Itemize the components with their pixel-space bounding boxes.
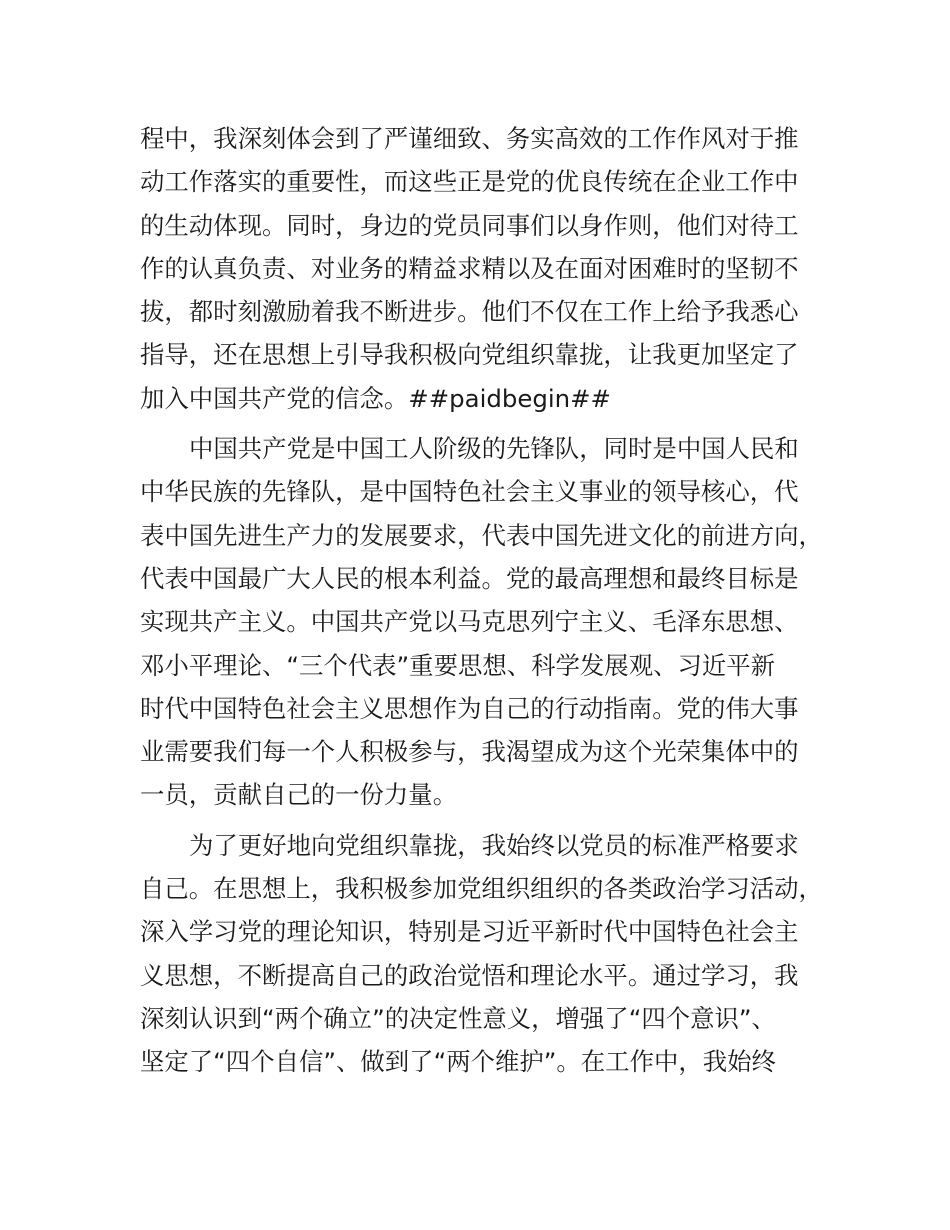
text-line: 一员，贡献自己的一份力量。	[140, 780, 458, 810]
text-line: 义思想，不断提高自己的政治觉悟和理论水平。通过学习，我	[140, 960, 799, 990]
paragraph-2	[140, 427, 840, 817]
text-line: 的生动体现。同时，身边的党员同事们以身作则，他们对待工	[140, 210, 799, 240]
document-body	[140, 117, 840, 1084]
text-line: 深入学习党的理论知识，特别是习近平新时代中国特色社会主	[140, 917, 799, 947]
text-line: 自己。在思想上，我积极参加党组织组织的各类政治学习活动，	[140, 874, 823, 904]
text-line: 时代中国特色社会主义思想作为自己的行动指南。党的伟大事	[140, 693, 799, 723]
text-line: 中华民族的先锋队，是中国特色社会主义事业的领导核心，代	[140, 477, 799, 507]
text-line: 业需要我们每一个人积极参与，我渴望成为这个光荣集体中的	[140, 737, 799, 767]
text-line: 中国共产党是中国工人阶级的先锋队，同时是中国人民和	[189, 434, 799, 464]
text-line: 动工作落实的重要性，而这些正是党的优良传统在企业工作中	[140, 167, 799, 197]
text-line: 指导，还在思想上引导我积极向党组织靠拢，让我更加坚定了	[140, 340, 799, 370]
paragraph-1	[140, 117, 840, 420]
text-line: 作的认真负责、对业务的精益求精以及在面对困难时的坚韧不	[140, 253, 799, 283]
text-line: 表中国先进生产力的发展要求，代表中国先进文化的前进方向，	[140, 520, 823, 550]
text-line: 深刻认识到“两个确立”的决定性意义，增强了“四个意识”、	[140, 1003, 776, 1033]
text-line: 坚定了“四个自信”、做到了“两个维护”。在工作中，我始终	[140, 1047, 776, 1077]
text-line: 拔，都时刻激励着我不断进步。他们不仅在工作上给予我悉心	[140, 297, 799, 327]
paragraph-3	[140, 824, 840, 1084]
text-line: 程中，我深刻体会到了严谨细致、务实高效的工作作风对于推	[140, 124, 799, 153]
text-line: 实现共产主义。中国共产党以马克思列宁主义、毛泽东思想、	[140, 607, 799, 637]
text-line: 加入中国共产党的信念。##paidbegin##	[140, 383, 611, 413]
text-line: 代表中国最广大人民的根本利益。党的最高理想和最终目标是	[140, 563, 799, 593]
text-line: 邓小平理论、“三个代表”重要思想、科学发展观、习近平新	[140, 650, 776, 680]
text-line: 为了更好地向党组织靠拢，我始终以党员的标准严格要求	[189, 830, 799, 860]
